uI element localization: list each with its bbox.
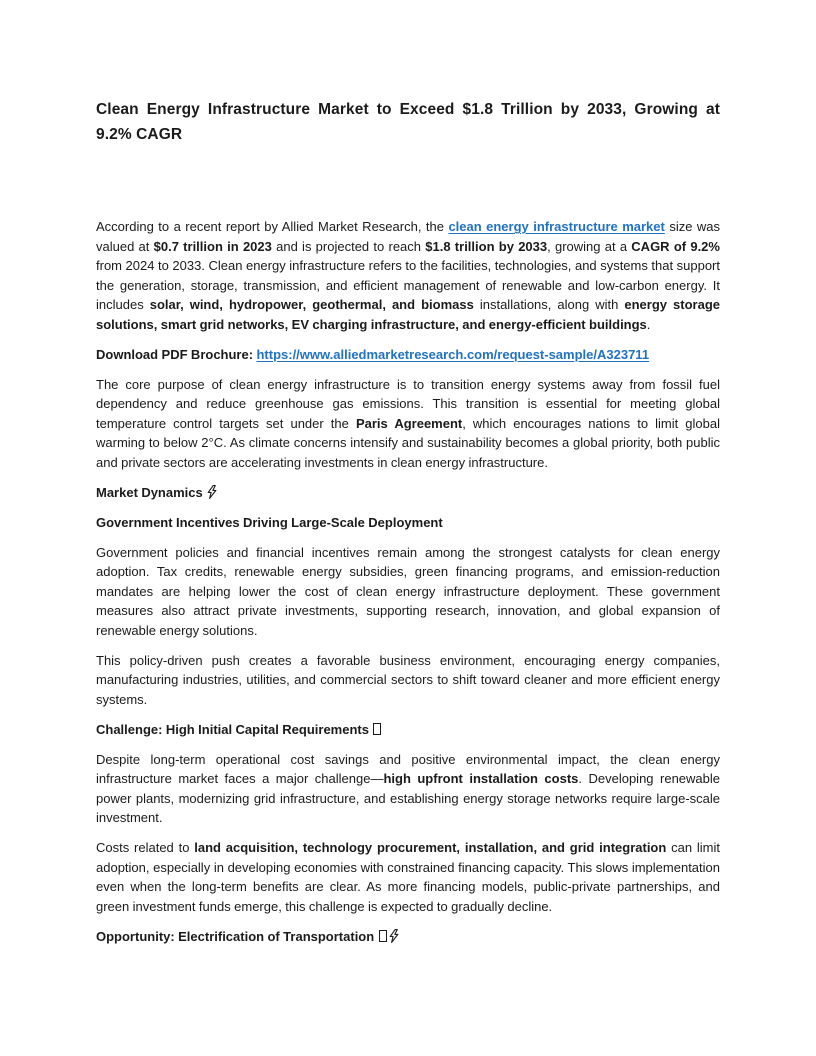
- text-run: .: [646, 316, 651, 332]
- lightning-icon: [389, 929, 399, 943]
- bold-text-run: CAGR of 9.2%: [631, 238, 720, 254]
- text-run: from 2024 to 2033. Clean energy infrastructure refers to the facilities, technologies, and systems that support the generation, storage, transmission, and efficient management of renewable and low-carbon energy. It includes: [96, 258, 720, 312]
- paragraph: [96, 838, 720, 916]
- paragraph: [96, 345, 720, 365]
- paragraph: [96, 750, 720, 828]
- section-heading: [96, 720, 720, 740]
- section-heading: [96, 483, 720, 503]
- bold-text-run: $1.8 trillion by 2033: [425, 238, 548, 254]
- section-heading: [96, 513, 720, 533]
- section-heading: [96, 927, 720, 947]
- bold-text-run: $0.7 trillion in 2023: [153, 238, 272, 254]
- paragraph: [96, 651, 720, 710]
- bold-text-run: land acquisition, technology procurement, installation, and grid integration: [194, 840, 667, 855]
- document-title: Clean Energy Infrastructure Market to Exceed $1.8 Trillion by 2033, Growing at 9.2% CAGR: [96, 101, 720, 143]
- bold-text-run: solar, wind, hydropower, geothermal, and biomass: [149, 297, 474, 312]
- text-run: Costs related to: [96, 840, 195, 855]
- text-run: The core purpose of clean energy infrastructure is to transition energy systems away from fossil fuel dependency and reduce greenhouse gas emissions. This transition is essential for meeting global temperature control targets set under the: [96, 376, 720, 431]
- text-run: This policy-driven push creates a favorable business environment, encouraging energy companies, manufacturing industries, utilities, and commercial sectors to shift toward cleaner and more efficient energy systems.: [96, 652, 720, 707]
- bold-text-run: high upfront installation costs: [383, 771, 579, 786]
- paragraph: [96, 217, 720, 334]
- bold-text-run: energy storage solutions, smart grid networks, EV charging infrastructure, and energy-efficient buildings: [96, 297, 720, 332]
- missing-glyph-icon: [379, 930, 387, 943]
- text-run: installations, along with: [473, 297, 625, 312]
- paragraph: [96, 375, 720, 473]
- lightning-icon: [207, 485, 217, 499]
- inline-link[interactable]: https://www.alliedmarketresearch.com/request-sample/A323711: [256, 346, 650, 362]
- bold-text-run: Download PDF Brochure:: [96, 346, 257, 362]
- text-run: and is projected to reach: [271, 238, 426, 254]
- text-run: Government policies and financial incentives remain among the strongest catalysts for clean energy adoption. Tax credits, renewable energy subsidies, green financing programs, and emission-reduction mandates are helping lower the cost of clean energy infrastructure deployment. These government measures also attract private investments, supporting research, innovation, and global expansion of renewable energy solutions.: [96, 544, 720, 638]
- text-run: Market Dynamics: [96, 484, 207, 500]
- text-run: . Developing renewable power plants, modernizing grid infrastructure, and establishing energy storage networks require large-scale investment.: [96, 771, 720, 825]
- paragraph: [96, 543, 720, 641]
- document-body: [96, 217, 720, 946]
- bold-text-run: Paris Agreement: [355, 415, 463, 431]
- text-run: Government Incentives Driving Large-Scale Deployment: [96, 514, 443, 530]
- inline-link[interactable]: clean energy infrastructure market: [448, 219, 665, 234]
- missing-glyph-icon: [373, 723, 381, 736]
- text-run: size was valued at: [96, 219, 721, 254]
- text-run: , growing at a: [547, 238, 632, 254]
- text-run: Despite long-term operational cost savings and positive environmental impact, the clean energy infrastructure market faces a major challenge—: [96, 751, 720, 786]
- text-run: According to a recent report by Allied Market Research, the: [96, 219, 449, 234]
- text-run: , which encourages nations to limit global warming to below 2°C. As climate concerns intensify and sustainability becomes a global priority, both public and private sectors are accelerating investments in clean energy infrastructure.: [96, 415, 720, 470]
- text-run: Challenge: High Initial Capital Requirements: [96, 721, 373, 737]
- text-run: can limit adoption, especially in developing economies with constrained financing capacity. This slows implementation even when the long-term benefits are clear. As more financing models, public-private partnerships, and green investment funds emerge, this challenge is expected to gradually decline.: [96, 840, 721, 914]
- text-run: Opportunity: Electrification of Transportation: [96, 928, 378, 944]
